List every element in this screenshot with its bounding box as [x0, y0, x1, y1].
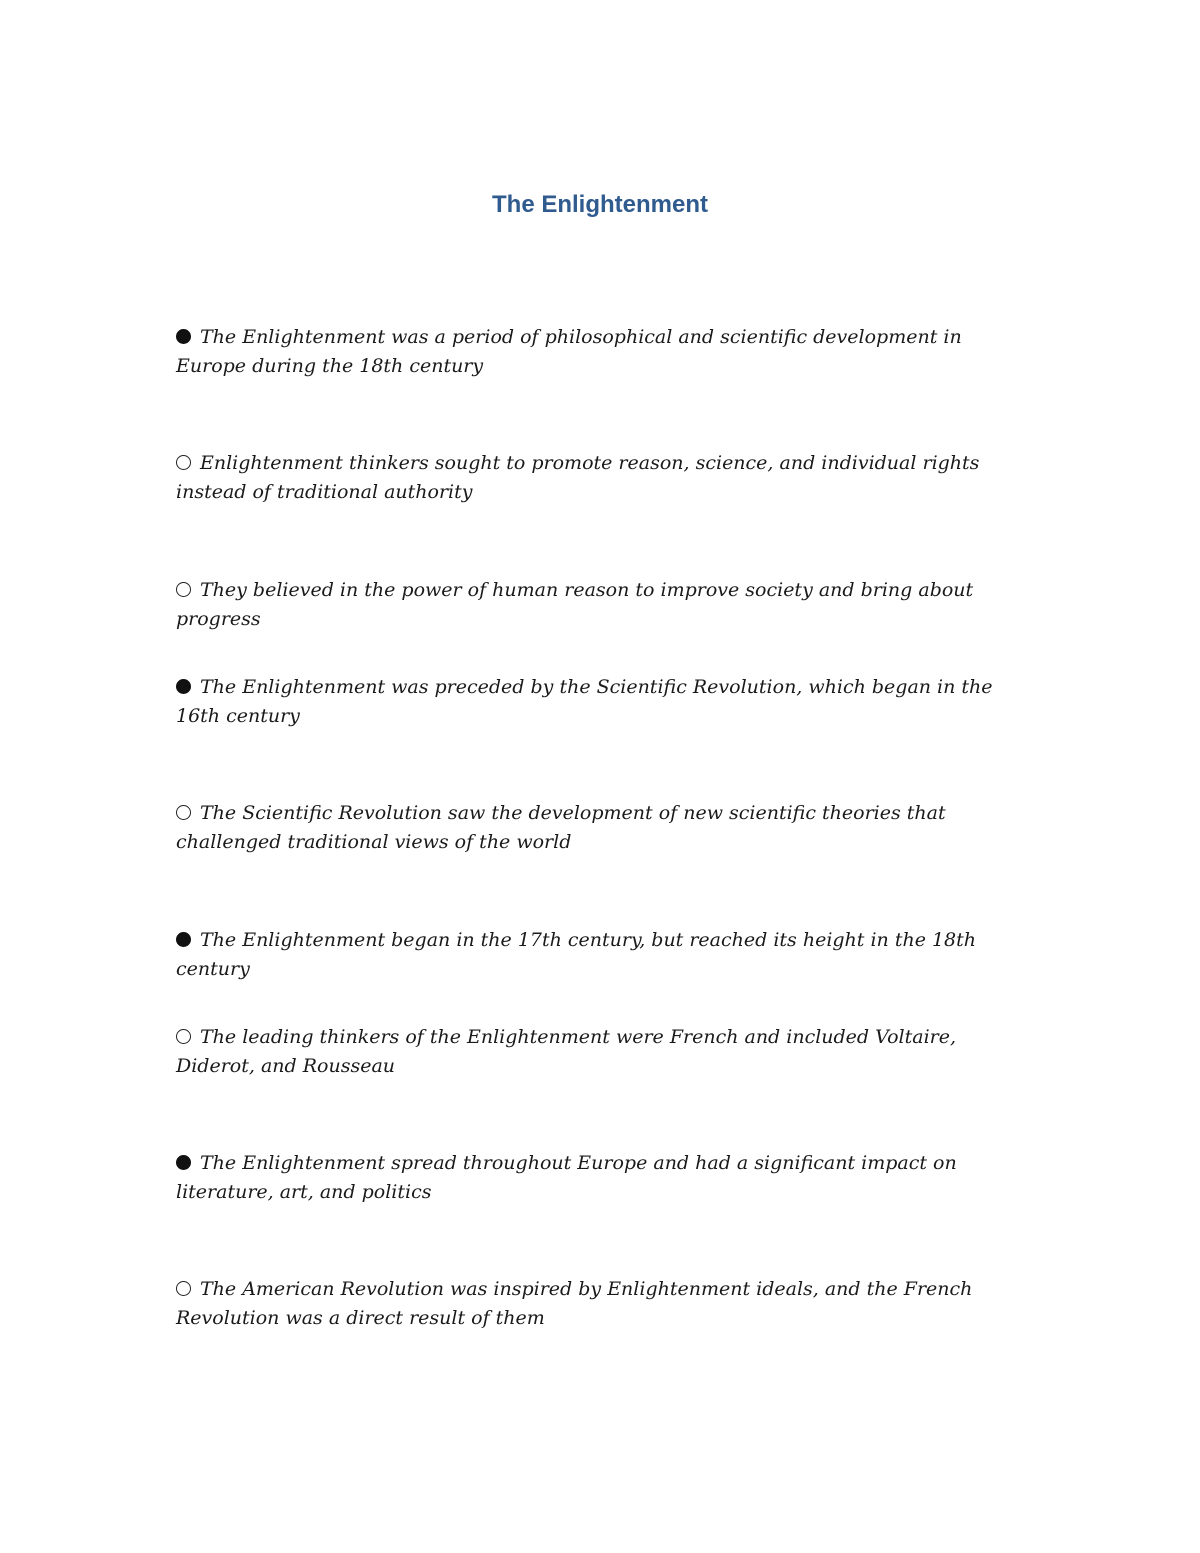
list-item-text: They believed in the power of human reason to improve society and bring about progress: [176, 579, 974, 630]
hollow-bullet-icon: [176, 805, 191, 820]
list-item-text: The Enlightenment was preceded by the Scientific Revolution, which began in the 16th century: [176, 676, 993, 727]
list-item: [176, 799, 1026, 857]
list-item-text: The Scientific Revolution saw the development of new scientific theories that challenged traditional views of the world: [176, 802, 946, 853]
list-item: [176, 323, 1026, 381]
list-item: [176, 576, 1026, 634]
list-item-text: The leading thinkers of the Enlightenment were French and included Voltaire, Diderot, and Rousseau: [176, 1026, 957, 1077]
list-item: [176, 1023, 1026, 1081]
list-item: [176, 926, 1026, 984]
list-item-text: Enlightenment thinkers sought to promote reason, science, and individual rights instead of traditional authority: [176, 452, 980, 503]
hollow-bullet-icon: [176, 1281, 191, 1296]
hollow-bullet-icon: [176, 582, 191, 597]
document-title: The Enlightenment: [492, 191, 708, 218]
list-item: [176, 449, 1026, 507]
list-item-text: The American Revolution was inspired by Enlightenment ideals, and the French Revolution was a direct result of them: [176, 1278, 973, 1329]
filled-bullet-icon: [176, 329, 191, 344]
hollow-bullet-icon: [176, 455, 191, 470]
list-item-text: The Enlightenment spread throughout Europe and had a significant impact on literature, art, and politics: [176, 1152, 957, 1203]
hollow-bullet-icon: [176, 1029, 191, 1044]
filled-bullet-icon: [176, 679, 191, 694]
filled-bullet-icon: [176, 1155, 191, 1170]
filled-bullet-icon: [176, 932, 191, 947]
list-item: [176, 1149, 1026, 1207]
list-item-text: The Enlightenment began in the 17th century, but reached its height in the 18th century: [176, 929, 977, 980]
list-item: [176, 673, 1026, 731]
list-item-text: The Enlightenment was a period of philosophical and scientific development in Europe during the 18th century: [176, 326, 962, 377]
list-item: [176, 1275, 1026, 1333]
